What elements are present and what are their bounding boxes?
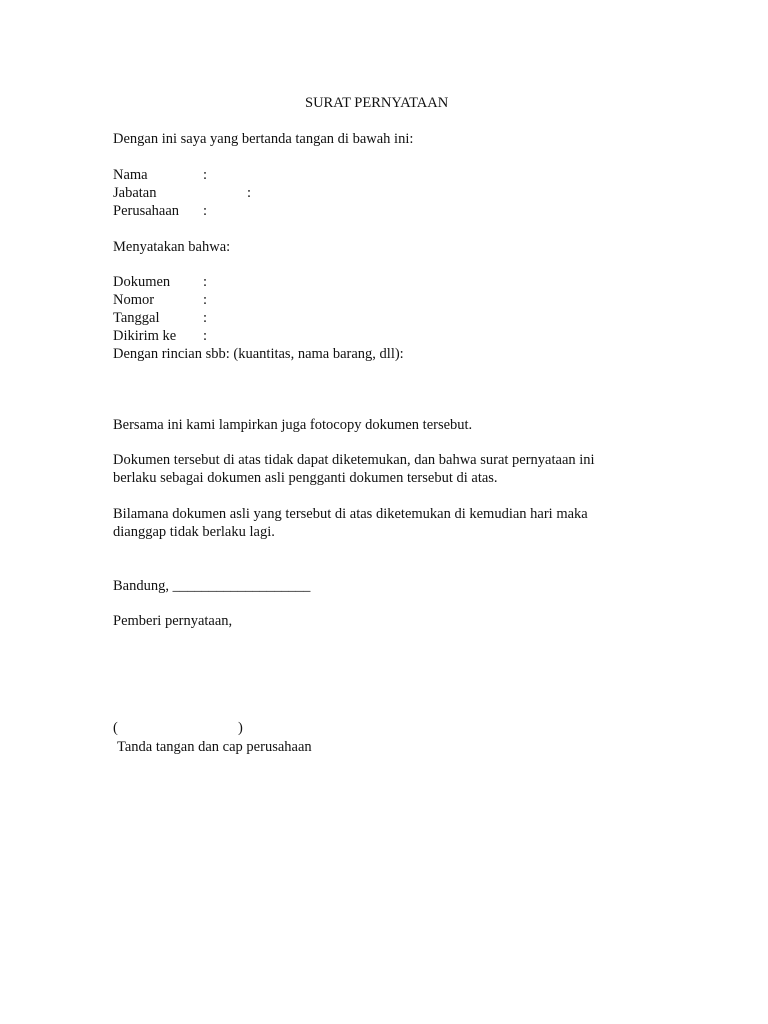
paragraph-3-line-1: Bilamana dokumen asli yang tersebut di atas diketemukan di kemudian hari maka (113, 506, 588, 522)
paragraph-2-line-2: berlaku sebagai dokumen asli pengganti dokumen tersebut di atas. (113, 470, 498, 486)
field-label-dokumen: Dokumen (113, 274, 171, 290)
intro-text: Dengan ini saya yang bertanda tangan di bawah ini: (113, 131, 414, 147)
field-colon: : (203, 203, 208, 219)
field-colon: : (247, 185, 252, 201)
pemberi-text: Pemberi pernyataan, (113, 613, 233, 629)
field-label-nomor: Nomor (113, 292, 155, 308)
field-label-perusahaan: Perusahaan (113, 203, 180, 219)
paren-close: ) (238, 720, 243, 736)
field-label-dikirim: Dikirim ke (113, 328, 177, 344)
field-label-tanggal: Tanggal (113, 310, 160, 326)
paragraph-3-line-2: dianggap tidak berlaku lagi. (113, 524, 275, 540)
field-colon: : (203, 292, 208, 308)
field-colon: : (203, 274, 208, 290)
field-label-jabatan: Jabatan (113, 185, 157, 201)
signature-caption: Tanda tangan dan cap perusahaan (117, 739, 312, 755)
field-colon: : (203, 328, 208, 344)
rincian-text: Dengan rincian sbb: (kuantitas, nama barang, dll): (113, 346, 404, 362)
menyatakan-text: Menyatakan bahwa: (113, 239, 231, 255)
place-date: Bandung, ___________________ (113, 578, 311, 594)
field-colon: : (203, 310, 208, 326)
paragraph-1: Bersama ini kami lampirkan juga fotocopy dokumen tersebut. (113, 417, 473, 433)
document-title: SURAT PERNYATAAN (305, 95, 449, 111)
paren-open: ( (113, 720, 118, 736)
paragraph-2-line-1: Dokumen tersebut di atas tidak dapat diketemukan, dan bahwa surat pernyataan ini (113, 452, 595, 468)
field-colon: : (203, 167, 208, 183)
field-label-nama: Nama (113, 167, 148, 183)
